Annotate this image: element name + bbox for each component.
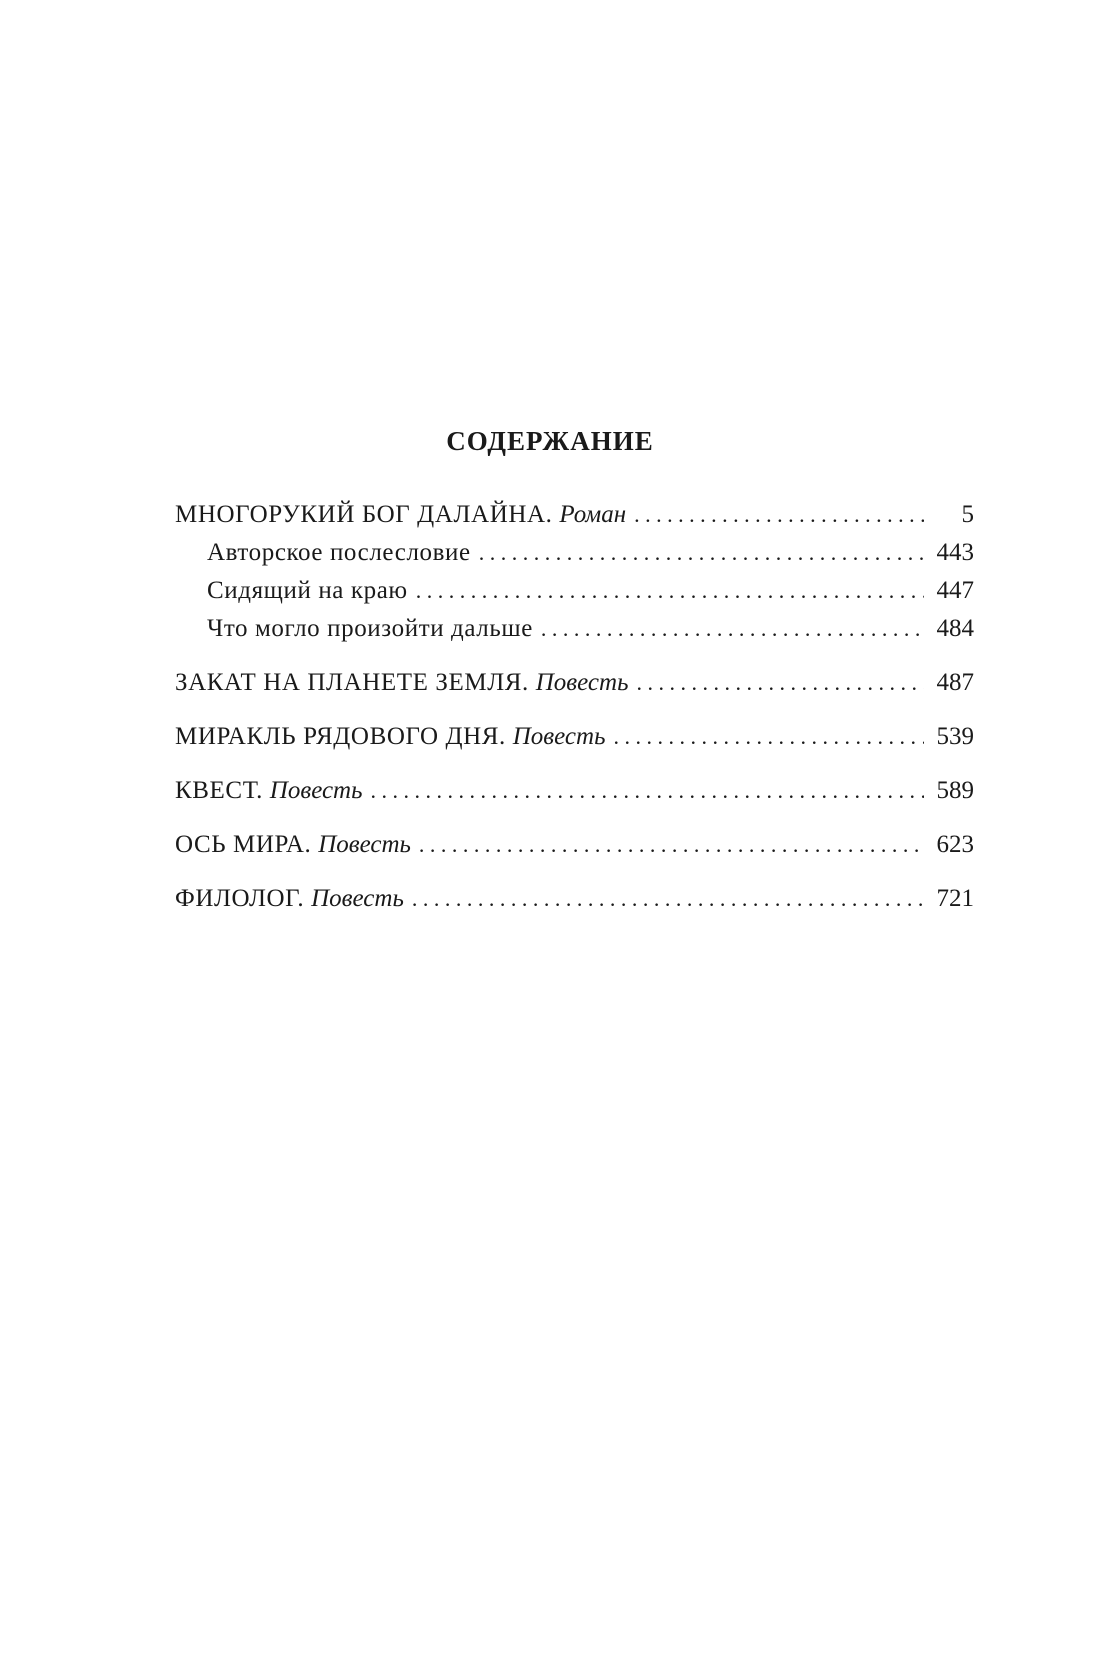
toc-entry-genre: Повесть — [269, 777, 363, 804]
toc-entry-page: 539 — [936, 723, 974, 750]
toc-entry[interactable] — [175, 860, 974, 914]
toc-entry-page: 443 — [936, 539, 974, 566]
toc-entry-title: МНОГОРУКИЙ БОГ ДАЛАЙНА. Роман — [175, 501, 627, 528]
toc-subentry[interactable] — [175, 568, 974, 606]
toc-entry-genre: Повесть — [535, 669, 629, 696]
dot-leader — [541, 614, 924, 644]
toc-entry-title: МИРАКЛЬ РЯДОВОГО ДНЯ. Повесть — [175, 723, 606, 750]
page-title: СОДЕРЖАНИЕ — [446, 426, 654, 456]
toc-entry-title: Авторское послесловие — [207, 539, 471, 566]
toc-entry[interactable] — [175, 698, 974, 752]
toc-entry-page: 589 — [936, 777, 974, 804]
dot-leader — [412, 884, 924, 914]
toc-entry-genre: Роман — [559, 501, 627, 528]
dot-leader — [419, 830, 924, 860]
toc-entry[interactable] — [175, 806, 974, 860]
dot-leader — [370, 776, 924, 806]
toc-entry-page: 447 — [936, 577, 974, 604]
toc-entry-title: Сидящий на краю — [207, 577, 408, 604]
dot-leader — [613, 722, 924, 752]
toc-entry-genre: Повесть — [512, 723, 606, 750]
toc-entry-title: ЗАКАТ НА ПЛАНЕТЕ ЗЕМЛЯ. Повесть — [175, 669, 629, 696]
toc-entry-page: 484 — [936, 615, 974, 642]
toc-entry[interactable] — [175, 644, 974, 698]
toc-entry[interactable] — [175, 500, 974, 530]
dot-leader — [636, 668, 924, 698]
toc-entry-title: ФИЛОЛОГ. Повесть — [175, 885, 404, 912]
toc-entry-page: 721 — [936, 885, 974, 912]
toc-subentry[interactable] — [175, 606, 974, 644]
toc-entry-page: 487 — [936, 669, 974, 696]
dot-leader — [416, 576, 924, 606]
toc-entry-title: ОСЬ МИРА. Повесть — [175, 831, 411, 858]
dot-leader — [634, 500, 924, 530]
dot-leader — [479, 538, 924, 568]
toc-entry-title: КВЕСТ. Повесть — [175, 777, 363, 804]
toc-entry-page: 623 — [936, 831, 974, 858]
toc-entry-title: Что могло произойти дальше — [207, 615, 533, 642]
toc-entry-page: 5 — [961, 501, 974, 528]
toc-entry-genre: Повесть — [311, 885, 404, 912]
toc-entry[interactable] — [175, 752, 974, 806]
table-of-contents — [175, 500, 974, 914]
toc-entry-genre: Повесть — [318, 831, 411, 858]
toc-subentry[interactable] — [175, 530, 974, 568]
